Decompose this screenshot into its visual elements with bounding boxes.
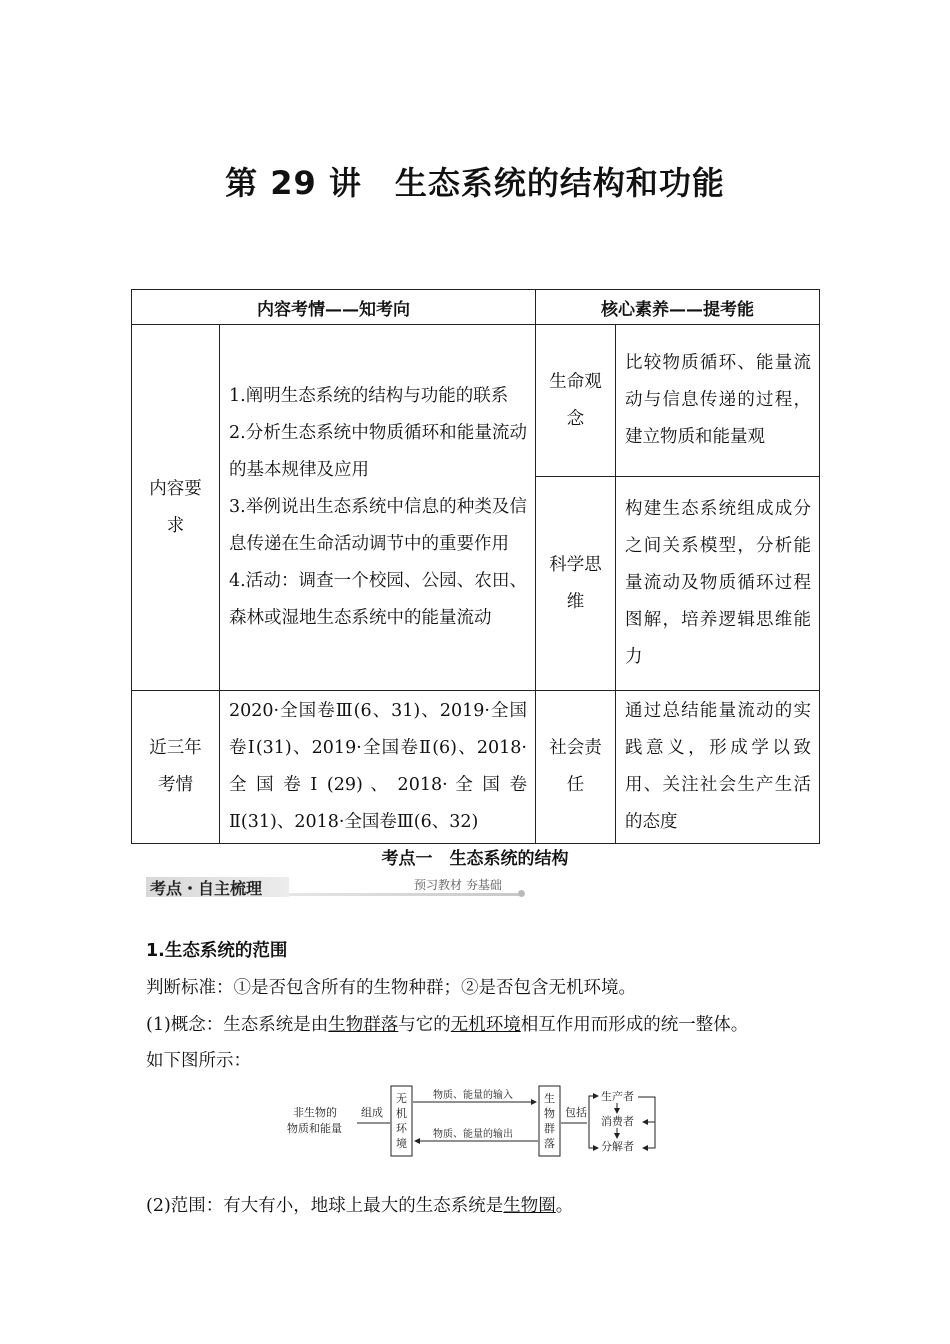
diagram-left-2: 物质和能量: [287, 1122, 342, 1135]
section-title: 考点一 生态系统的结构: [381, 849, 569, 869]
req-label: 内容要求: [132, 325, 220, 691]
ecosystem-diagram: [283, 1080, 673, 1160]
svg-text:环: 环: [396, 1122, 407, 1135]
literacy-desc: 通过总结能量流动的实践意义，形成学以致用、关注社会生产生活的态度: [616, 691, 820, 844]
criterion-text: 判断标准：①是否包含所有的生物种群；②是否包含无机环境。: [146, 978, 636, 998]
overview-table: [131, 289, 820, 844]
svg-text:机: 机: [396, 1107, 407, 1120]
req-item: 2.分析生态系统中物质循环和能量流动的基本规律及应用: [229, 423, 527, 480]
literacy-name: 社会责任: [536, 691, 616, 844]
literacy-desc: 比较物质循环、能量流动与信息传递的过程，建立物质和能量观: [616, 325, 820, 477]
svg-text:群: 群: [544, 1122, 555, 1135]
exam-text: 2020·全国卷Ⅲ(6、31)、2019·全国卷Ⅰ(31)、2019·全国卷Ⅱ(6)、2018·全 国 卷 Ⅰ (29) 、 2018· 全 国 卷Ⅱ(31)、2018·全国卷Ⅲ(6、32): [220, 691, 536, 844]
svg-text:境: 境: [396, 1137, 407, 1150]
literacy-name: 科学思维: [536, 477, 616, 691]
req-item: 3.举例说出生态系统中信息的种类及信息传递在生命活动调节中的重要作用: [229, 497, 527, 554]
member-consumer: 消费者: [601, 1115, 634, 1128]
as-shown-text: 如下图所示：: [146, 1051, 251, 1071]
svg-text:无: 无: [396, 1092, 407, 1105]
table-header-left: 内容考情——知考向: [132, 290, 536, 325]
literacy-desc: 构建生态系统组成成分之间关系模型，分析能量流动及物质循环过程图解，培养逻辑思维能力: [616, 477, 820, 691]
svg-text:落: 落: [544, 1137, 555, 1150]
banner-label: 考点・自主梳理: [150, 879, 263, 898]
answer-underline: 无机环境: [450, 1015, 521, 1035]
diagram-compose: 组成: [361, 1106, 383, 1119]
member-producer: 生产者: [601, 1090, 634, 1103]
scope-text: (2)范围：有大有小，地球上最大的生态系统是生物圈。: [146, 1196, 574, 1216]
diagram-left-1: 非生物的: [293, 1106, 337, 1119]
member-decomposer: 分解者: [601, 1140, 634, 1153]
diagram-include: 包括: [565, 1106, 587, 1119]
answer-underline: 生物群落: [328, 1015, 399, 1035]
answer-underline: 生物圈: [503, 1196, 556, 1216]
req-list: [220, 325, 536, 691]
exam-label: 近三年考情: [132, 691, 220, 844]
svg-text:生: 生: [544, 1092, 555, 1105]
banner-tag: 预习教材 夯基础: [414, 878, 502, 892]
svg-text:物: 物: [544, 1107, 555, 1120]
arrow-in-label: 物质、能量的输入: [433, 1090, 513, 1101]
concept-text: (1)概念：生态系统是由生物群落与它的无机环境相互作用而形成的统一整体。: [146, 1015, 749, 1035]
subheading: 1.生态系统的范围: [146, 941, 288, 961]
req-item: 4.活动：调查一个校园、公园、农田、森林或湿地生态系统中的能量流动: [229, 571, 527, 628]
page-title: 第 29 讲 生态系统的结构和功能: [225, 164, 725, 202]
req-item: 1.阐明生态系统的结构与功能的联系: [229, 386, 509, 406]
arrow-out-label: 物质、能量的输出: [433, 1129, 513, 1140]
literacy-name: 生命观念: [536, 325, 616, 477]
table-header-right: 核心素养——提考能: [536, 290, 820, 325]
section-banner: [146, 875, 526, 899]
